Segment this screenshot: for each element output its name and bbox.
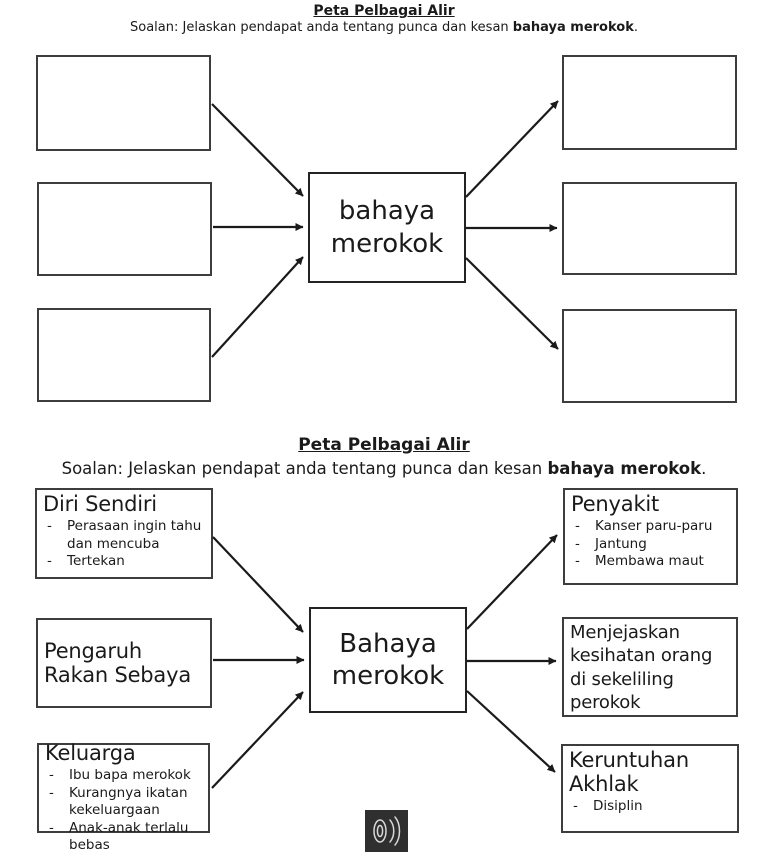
top-center-topic-label: bahaya merokok [330, 196, 444, 259]
question-period: . [633, 20, 638, 35]
effect-heading: Penyakit [571, 492, 660, 516]
arrow-topic-to-keruntuhan [467, 691, 555, 772]
sound-waves-icon [369, 813, 404, 849]
arrow-topic-to-effect1 [466, 101, 558, 197]
cause-heading: Keluarga [45, 741, 136, 765]
effect-box-menjejaskan-kesihatan [562, 617, 738, 717]
question-period: . [701, 459, 707, 478]
effect-heading: Menjejaskan kesihatan orang di sekeliling perokok [570, 622, 713, 714]
top-center-topic-box [308, 172, 466, 283]
question-bold-text: bahaya merokok [547, 459, 702, 478]
bottom-center-topic-label: Bahaya merokok [331, 628, 445, 691]
audio-object-button[interactable] [365, 810, 408, 852]
cause-box-diri-sendiri [35, 488, 213, 579]
cause-bullet-list [45, 767, 204, 855]
bullet-item: - Perasaan ingin tahu dan mencuba [43, 518, 207, 553]
empty-effect-box-2 [562, 182, 737, 275]
arrow-topic-to-penyakit [467, 535, 557, 629]
empty-cause-box-3 [37, 308, 211, 402]
empty-cause-box-2 [37, 182, 212, 276]
cause-box-pengaruh-rakan-sebaya [36, 618, 212, 708]
arrow-cause1-to-topic [212, 104, 303, 196]
bottom-diagram-title: Peta Pelbagai Alir [298, 435, 470, 455]
arrow-diri-sendiri-to-topic [213, 537, 303, 632]
effect-box-keruntuhan-akhlak [561, 744, 739, 833]
bullet-item: - Jantung [571, 536, 732, 554]
bullet-item: - Membawa maut [571, 553, 732, 571]
bottom-diagram-question [39, 458, 729, 479]
bullet-item: - Anak-anak terlalu bebas [45, 820, 204, 855]
arrow-keluarga-to-topic [212, 692, 303, 788]
effect-bullet-list [571, 518, 732, 571]
cause-bullet-list [43, 518, 207, 571]
question-text: Soalan: Jelaskan pendapat anda tentang punca dan kesan [130, 20, 513, 35]
arrow-topic-to-effect3 [466, 258, 558, 349]
bullet-item: - Kurangnya ikatan kekeluargaan [45, 785, 204, 820]
empty-cause-box-1 [36, 55, 211, 151]
bottom-center-topic-box [309, 607, 467, 713]
question-text: Soalan: Jelaskan pendapat anda tentang punca dan kesan [61, 459, 548, 478]
effect-bullet-list [569, 798, 733, 816]
top-diagram-question [84, 20, 684, 37]
question-bold-text: bahaya merokok [512, 20, 634, 35]
arrow-cause3-to-topic [212, 257, 303, 357]
effect-box-penyakit [563, 488, 738, 585]
top-diagram-title: Peta Pelbagai Alir [313, 3, 455, 19]
cause-box-keluarga [37, 741, 210, 854]
cause-heading: Pengaruh Rakan Sebaya [44, 638, 191, 687]
empty-effect-box-3 [562, 309, 737, 403]
bullet-item: - Disiplin [569, 798, 733, 816]
cause-heading: Diri Sendiri [43, 492, 157, 516]
bullet-item: - Ibu bapa merokok [45, 767, 204, 785]
bullet-item: - Tertekan [43, 553, 207, 571]
effect-heading: Keruntuhan Akhlak [569, 748, 689, 797]
empty-effect-box-1 [562, 55, 737, 150]
bullet-item: - Kanser paru-paru [571, 518, 732, 536]
